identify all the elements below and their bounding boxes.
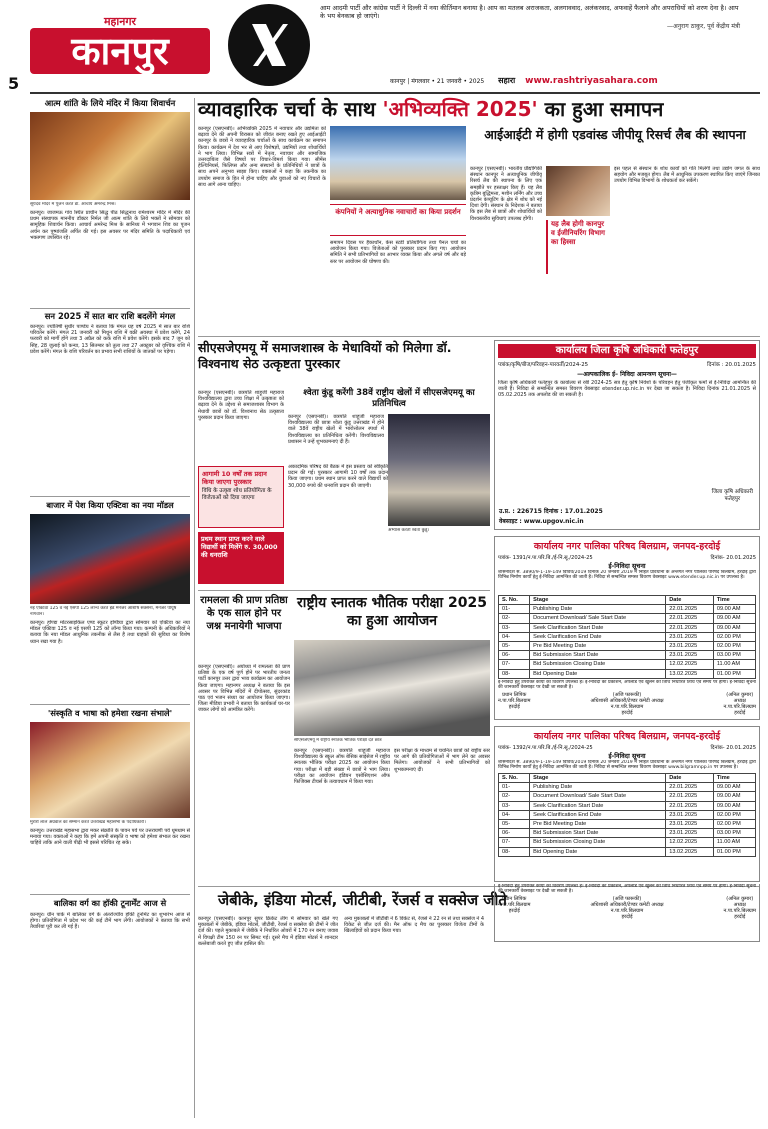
signature-block [590, 896, 663, 920]
table-cell: 05- [499, 819, 530, 828]
iit-text: कानपुर (एसएनबी)। भारतीय प्रौद्योगिकी संस्थान कानपुर ने अत्याधुनिक जीपीयू रिसर्च लैब की स्थापना के लिए एक समझौते पर हस्ताक्षर किए हैं। यह लैब कृत्रिम बुद्धिमत्ता, मशीन लर्निंग और उच्च प्रदर्शन कंप्यूटिंग के क्षेत्र में शोध को नई दिशा देगी। संस्थान के निदेशक ने बताया कि इस लैब से छात्रों और शोधार्थियों को विश्वस्तरीय सुविधाएं उपलब्ध होंगी। [470, 166, 542, 222]
tender-b2-rows [499, 783, 756, 857]
tender-b2-title: ई-निविदा सूचना [608, 752, 646, 760]
signature-line: अध्यक्ष [733, 902, 746, 908]
table-cell: 22.01.2025 [666, 792, 714, 801]
table-cell: 11.00 AM [713, 838, 755, 847]
table-cell: 05- [499, 641, 530, 650]
table-cell: 23.01.2025 [666, 641, 714, 650]
sports-text-2: अन्य मुकाबलों में जीटीबी ने 6 विकेट से, रेंजर्स ने 22 रन से तथा सक्सेज ने 4 विकेट से जीत दर्ज की। मैन ऑफ द मैच का पुरस्कार विजेता टीमों के खिलाड़ियों को प्रदान किया गया। [344, 916, 484, 935]
iit-pullquote: यह लैब होगी कानपुर व ईजीनियरिंग विभाग का हिस्सा [546, 220, 610, 274]
signature-line: प्रधान लिपिक [502, 691, 527, 698]
tender-b2-footer: ई-निविदा हेतु उपरोक्त कार्यों का विवरण उपलब्ध है। ई-निविदा का प्रकाशन, अपलोड एवं खुलने की तिथि निर्धारित तिथि एवं समय पर होगी। ई-निविदा सूचना की जानकारी वेबसाइट पर देखी जा सकती है। [498, 884, 756, 895]
table-cell: 22.01.2025 [666, 783, 714, 792]
table-cell: 23.01.2025 [666, 651, 714, 660]
table-row [499, 810, 756, 819]
table-cell: 22.01.2025 [666, 801, 714, 810]
story4-caption: मुरारी लाल अग्रवाल का सम्मान करते उत्तराखंड महासभा के पदाधिकारी। [30, 820, 146, 825]
tender-agri-upsa: उ.प्र. : 226715 दिनांक : 17.01.2025 [499, 508, 603, 515]
felicitation-photo [30, 722, 190, 818]
tender-b2-schedule: S. No. Stage Date Time 01- Publishing Date 22.01.2025 09.00 AM 02- Document Download/ Sale Start Date 22.01.2025 09.00 AM 03- Seek Clarification Start Date 22.01.2025 09.00 AM 04- Seek Clarification End Date 23.01.2025 02.00 PM 05- Pre Bid Meeting Date 23.01.2025 02.00 PM 06- Bid Submission Start Date 23.01.2025 03.00 PM 07- Bid Submission Closing Date 12.02.2025 11.00 AM 08- Bid Opening Date 13.02.2025 01.00 PM [498, 773, 756, 857]
signature-line: (अनिल कुमार) [726, 691, 754, 698]
table-cell: 12.02.2025 [666, 838, 714, 847]
weightlift-caption: अभ्यास करती श्वेता कुंडू। [388, 528, 430, 533]
signature-line: हरदोई [621, 914, 633, 920]
table-cell: 08- [499, 847, 530, 856]
signature-line: न.पा.परि.बिलग्राम [610, 908, 644, 914]
physics-text-2: इस परीक्षा के माध्यम से चयनित छात्रों को राष्ट्रीय स्तर पर आगे की प्रतियोगिताओं में भाग लेने का अवसर मिलेगा। आयोजकों ने सभी प्रतिभागियों को शुभकामनाएं दीं। [394, 748, 490, 773]
table-cell: 01- [499, 783, 530, 792]
table-cell: 01.00 PM [713, 669, 755, 678]
city-logo [8, 14, 210, 96]
signature-block [498, 896, 531, 920]
story5-heading: बालिका वर्ग का हॉकी टूनार्मेंट आज से [53, 898, 167, 908]
award-text-2: अकादमिक परिषद की बैठक में इस प्रस्ताव को स्वीकृति प्रदान की गई। पुरस्कार आगामी 10 वर्षों तक प्रदान किया जाएगा। प्रथम स्थान प्राप्त करने वाले विद्यार्थी को 30,000 रुपये की धनराशि प्रदान की जाएगी। [288, 464, 388, 489]
dateline [390, 74, 750, 88]
table-cell: 06- [499, 651, 530, 660]
tender-b1-date: दिनांक- 20.01.2025 [710, 555, 756, 561]
signature-line: अधिशासी अधिकारी/टेण्डर कमेटी अध्यक्ष [590, 902, 664, 908]
table-row [499, 641, 756, 650]
tender-bilgram-1 [494, 536, 760, 720]
left-column [30, 96, 190, 1121]
signature-block [498, 692, 531, 716]
main-headline-highlight: 'अभिव्यक्ति 2025' [382, 97, 538, 121]
table-cell: 03- [499, 623, 530, 632]
signature-block [723, 692, 756, 716]
table-cell: Document Download/ Sale Start Date [530, 614, 666, 623]
weightlift-text: कानपुर (एसएनबी)। छत्रपति शाहूजी महाराज विश्वविद्यालय की छात्रा श्वेता कुंडू उत्तराखंड में होने वाले 38वें राष्ट्रीय खेलों में भारोत्तोलन स्पर्धा में विश्वविद्यालय का प्रतिनिधित्व करेंगी। विश्वविद्यालय प्रशासन ने उन्हें शुभकामनाएं दी हैं। [288, 414, 384, 445]
top-quote: आम आदमी पार्टी और कांग्रेस पार्टी ने दिल्ली में नया कीर्तिमान बनाया है। आप का मतलब अराजकता, अलगाववाद, अलंकरवाद, अफवाहें फैलाने और अपराधियों को शरण देना है। आप के भय बेनकाब हो जाएंगे। —अनुराग ठाकुर, पूर्व केंद्रीय मंत्री [320, 4, 740, 31]
table-cell: 23.01.2025 [666, 810, 714, 819]
tender-b2-intro: शासनादेश सं. 3890/9-1-19-149 विविध/2019 दिनांक 20 जनवरी 2019 में निहित प्रावधानों के अन्तर्गत नगर पालिका परिषद बिलग्राम, हरदोई द्वारा विभिन्न निर्माण कार्यों हेतु ई-निविदा आमन्त्रित की जाती है। निविदा से सम्बन्धित समस्त विवरण वेबसाइट www.bilgramnpp.in पर उपलब्ध है। [498, 760, 756, 771]
table-cell: 09.00 AM [713, 801, 755, 810]
signature-line: अध्यक्ष [733, 697, 746, 704]
table-cell: 13.02.2025 [666, 847, 714, 856]
signature-block [723, 896, 756, 920]
signature-line: अधिशासी अधिकारी/टेण्डर कमेटी अध्यक्ष [590, 697, 664, 704]
page-number: 5 [8, 74, 20, 93]
table-cell: 02.00 PM [713, 819, 755, 828]
table-cell: 06- [499, 829, 530, 838]
story4-heading: 'संस्कृति व भाषा को हमेशा रखना संभाले' [47, 708, 173, 718]
physics-caption: सीएसजेएमयू में राष्ट्रीय स्नातक भौतिक परीक्षा देते छात्र [294, 738, 382, 743]
table-cell: 23.01.2025 [666, 829, 714, 838]
table-cell: Bid Opening Date [530, 669, 666, 678]
tender-b1-intro: शासनादेश सं. 3890/9-1-19-149 विविध/2019 दिनांक 20 जनवरी 2019 में निहित प्रावधानों के अन्तर्गत नगर पालिका परिषद बिलग्राम, हरदोई द्वारा विभिन्न निर्माण कार्यों हेतु ई-निविदा आमन्त्रित की जाती है। निविदा से सम्बन्धित समस्त विवरण वेबसाइट www.etender.up.nic.in पर उपलब्ध है। [498, 570, 756, 581]
tender-b1-ref: पत्रांक- 1391/न.पा.परि.बि./ई-नि.सू./2024-25 [498, 555, 593, 561]
table-cell: Document Download/ Sale Start Date [530, 792, 666, 801]
table-row [499, 801, 756, 810]
signature-line: हरदोई [734, 709, 746, 716]
tender-b2-ref: पत्रांक- 1392/न.पा.परि.बि./ई-नि.सू./2024-25 [498, 745, 593, 751]
tender-b1-title: ई-निविदा सूचना [608, 562, 646, 570]
main-story-photo [330, 126, 466, 200]
physics-heading: राष्ट्रीय स्नातक भौतिक परीक्षा 2025 का हुआ आयोजन [296, 595, 487, 629]
table-cell: Bid Submission Closing Date [530, 660, 666, 669]
table-cell: Pre Bid Meeting Date [530, 641, 666, 650]
table-cell: 04- [499, 632, 530, 641]
table-cell: 09.00 AM [713, 623, 755, 632]
tender-b2-signatures [498, 896, 756, 920]
sports-heading: जेबीके, इंडिया मोटर्स, जीटीबी, रेंजर्स व सक्सेज जीते [218, 891, 507, 909]
story3-heading: बाजार में पेश किया एक्टिवा का नया मॉडल [46, 500, 174, 510]
table-cell: 09.00 AM [713, 605, 755, 614]
signature-block [590, 692, 663, 716]
signature-line: हरदोई [621, 709, 633, 716]
tender-b1-footer: ई-निविदा हेतु उपरोक्त कार्यों का विवरण उपलब्ध है। ई-निविदा का प्रकाशन, अपलोड एवं खुलने की तिथि निर्धारित तिथि एवं समय पर होगी। ई-निविदा सूचना की जानकारी वेबसाइट पर देखी जा सकती है। [498, 679, 756, 690]
tender-b1-rows [499, 605, 756, 679]
table-cell: 12.02.2025 [666, 660, 714, 669]
date-text: कानपुर | मंगलवार • 21 जनवरी • 2025 [390, 78, 485, 85]
weightlift-story [288, 388, 490, 588]
table-row [499, 829, 756, 838]
table-row [499, 660, 756, 669]
iit-heading: आईआईटी में होगी एडवांस्ड जीपीयू रिसर्च लैब की स्थापना [484, 127, 746, 142]
x-logo-icon [228, 4, 310, 86]
signature-line: (अजि फारूकी) [612, 691, 642, 698]
table-cell: 09.00 AM [713, 792, 755, 801]
main-story-text: कानपुर (एसएनबी)। अभिव्यक्ति 2025 में नवाचार और उद्यमिता को बढ़ावा देने की अपनी विरासत को जीवंत बनाए रखते हुए आईआईटी कानपुर के छात्रों ने व्यावहारिक चर्चाओं के साथ कार्यक्रम का समापन किया। कार्यक्रम में देश भर से आए विशेषज्ञों, उद्यमियों तथा शोधार्थियों ने भाग लिया। विभिन्न सत्रों में नेतृत्व, नवाचार और सामाजिक उत्तरदायित्व जैसे विषयों पर विचार-विमर्श किया गया। सीमेंस हेल्थिनियर्स, फिलिप्स और अन्य संस्थानों के प्रतिनिधियों ने छात्रों के साथ अपने अनुभव साझा किए। वक्ताओं ने कहा कि तकनीक का उपयोग समाज के हित में होना चाहिए और युवाओं को नए विचारों के साथ आगे आना चाहिए। [198, 126, 326, 188]
website-link[interactable]: www.rashtriyasahara.com [525, 76, 658, 86]
table-cell: 22.01.2025 [666, 605, 714, 614]
tender-b1-office: कार्यालय नगर पालिका परिषद बिलग्राम, जनपद-हरदोई [533, 541, 721, 552]
table-cell: 03.00 PM [713, 651, 755, 660]
table-cell: 07- [499, 660, 530, 669]
tender-agri-date: दिनांक : 20.01.2025 [707, 362, 756, 368]
iit-photo [546, 166, 610, 216]
table-row [499, 623, 756, 632]
award-heading: सीएसजेएमयू में समाजशास्त्र के मेधावियों को मिलेगा डॉ. विश्वनाथ सेठ उत्कृष्टता पुरस्कार [198, 340, 452, 371]
masthead [0, 0, 768, 96]
signature-line: न.पा.परि.बिलग्राम [610, 703, 644, 710]
table-row [499, 614, 756, 623]
table-row [499, 847, 756, 856]
main-pullquote: कंपनियों ने अत्याधुनिक नवाचारों का किया प्रदर्शन [330, 204, 466, 236]
ram-heading: रामलला की प्राण प्रतिष्ठा के एक साल होने पर जश्न मनायेगी भाजपा [200, 595, 288, 632]
table-cell: 03.00 PM [713, 829, 755, 838]
signature-line: (अजि फारूकी) [612, 896, 642, 902]
table-cell: 09.00 AM [713, 783, 755, 792]
table-cell: 08- [499, 669, 530, 678]
table-cell: 02.00 PM [713, 641, 755, 650]
ram-text: कानपुर (एसएनबी)। अयोध्या में रामलला की प्राण प्रतिष्ठा के एक वर्ष पूर्ण होने पर भारतीय जनता पार्टी कानपुर उत्तर द्वारा भव्य कार्यक्रम का आयोजन किया जाएगा। महानगर अध्यक्ष ने बताया कि इस अवसर पर विभिन्न मंदिरों में दीपोत्सव, सुंदरकांड पाठ एवं भजन संध्या का आयोजन किया जाएगा। जिला मीडिया प्रभारी ने बताया कि कार्यकर्ता घर-घर जाकर लोगों को आमंत्रित करेंगे। [198, 664, 290, 714]
scooter-launch-photo [30, 514, 190, 604]
signature-line: (अनिल कुमार) [726, 896, 754, 902]
exam-hall-photo [294, 640, 490, 736]
table-cell: 02- [499, 792, 530, 801]
story5-text: कानपुर। ग्रीन पार्क में बालिका वर्ग के अंतर्राज्यीय हॉकी टूर्नामेंट का शुभारंभ आज से होगा। प्रतियोगिता में प्रदेश भर की कई टीमें भाग लेंगी। आयोजकों ने बताया कि सभी तैयारियां पूरी कर ली गई हैं। [30, 912, 190, 931]
tender-agri-ref: पत्रांक/कृषि/बीज/परिवहन-पारवर्ती/2024-25 [498, 362, 589, 368]
tender-agri-sign: जिला कृषि अधिकारी फतेहपुर [711, 489, 753, 502]
main-story-text-2: समापन दिवस पर हैकाथॉन, केस स्टडी प्रतियोगिता तथा पैनल चर्चा का आयोजन किया गया। विजेताओं को पुरस्कार प्रदान किए गए। आयोजन समिति ने सभी प्रतिभागियों का आभार व्यक्त किया और अगले वर्ष और बड़े स्तर पर आयोजन की घोषणा की। [330, 240, 466, 265]
story3-caption: नई एक्टिवा 125 व नई एसपी 125 लान्च करते हेड मैनेजर आशीष सक्सेना, मैनेजर पीयूष नागवान। [30, 606, 177, 617]
table-cell: Seek Clarification Start Date [530, 623, 666, 632]
story2-heading: सन 2025 में सात बार राशि बदलेंगे मंगल [44, 311, 176, 321]
table-cell: 23.01.2025 [666, 632, 714, 641]
tender-b2-date: दिनांक- 20.01.2025 [710, 745, 756, 751]
table-row [499, 651, 756, 660]
tender-bilgram-2 [494, 726, 760, 882]
city-name: कानपुर [30, 28, 210, 74]
table-cell: 11.00 AM [713, 660, 755, 669]
table-cell: 23.01.2025 [666, 819, 714, 828]
story2-text: कानपुर। ज्योतिषी सुधीर पाण्डेय ने बताया कि मंगल ग्रह वर्ष 2025 में सात बार राशि परिवर्तन करेंगे। मंगल 21 जनवरी को मिथुन राशि में वक्री अवस्था में प्रवेश करेंगे, 24 फरवरी को मार्गी होंगे तथा 3 अप्रैल को कर्क राशि में प्रवेश करेंगे। इसके बाद 7 जून को सिंह, 28 जुलाई को कन्या, 13 सितम्बर को तुला तथा 27 अक्टूबर को वृश्चिक राशि में प्रवेश करेंगे। मंगल के राशि परिवर्तन का प्रभाव सभी राशियों के जातकों पर पड़ेगा। [30, 324, 190, 355]
table-cell: Bid Submission Closing Date [530, 838, 666, 847]
table-cell: Publishing Date [530, 605, 666, 614]
table-cell: 02.00 PM [713, 810, 755, 819]
table-row [499, 669, 756, 678]
award-text: कानपुर (एसएनबी)। छत्रपति शाहूजी महाराज विश्वविद्यालय द्वारा उच्च शिक्षा में उत्कृष्टता को बढ़ावा देने के उद्देश्य से समाजशास्त्र विभाग के मेधावी छात्रों को डॉ. विश्वनाथ सेठ उत्कृष्टता पुरस्कार प्रदान किया जाएगा। [198, 390, 284, 421]
table-cell: Bid Submission Start Date [530, 651, 666, 660]
brand-logo: सहारा [498, 76, 516, 85]
table-cell: 13.02.2025 [666, 669, 714, 678]
story3-text: कानपुर। होण्डा मोटरसाइकिल एण्ड स्कूटर इण्डिया द्वारा सोमवार को एक्टिवा का नया मॉडल एक्टिवा 125 व नई एसपी 125 को लॉन्च किया गया। कम्पनी के अधिकारियों ने बताया कि नया मॉडल आधुनिक तकनीक से लैस है तथा ग्राहकों की सुविधा का विशेष ध्यान रखा गया है। [30, 620, 190, 645]
table-cell: Bid Submission Start Date [530, 829, 666, 838]
prize-box: प्रथम स्थान प्राप्त करने वाले विद्यार्थी को मिलेंगे रु. 30,000 की धनराशि [198, 532, 284, 584]
signature-line: न.पा.परि.बिलग्राम [498, 697, 531, 704]
weightlifter-photo [388, 414, 490, 526]
table-row [499, 605, 756, 614]
table-row [499, 819, 756, 828]
tender-agri-title: —अल्पकालिक ई– निविदा आमन्त्रण सूचना— [577, 371, 677, 378]
iit-story [470, 126, 760, 334]
table-row [499, 792, 756, 801]
tender-agri [494, 340, 760, 530]
tender-agri-text: जिला कृषि अधिकारी फतेहपुर के कार्यालय से रबी 2024-25 सत्र हेतु कृषि निवेशों के परिवहन हेतु पंजीकृत फर्मों से ई-निविदा आमन्त्रित की जाती है। निविदा से सम्बन्धित समस्त विवरण वेबसाइट etender.up.nic.in पर देखा जा सकता है। निविदा दिनांक 21.01.2025 से 05.02.2025 तक अपलोड की जा सकती है। [498, 380, 756, 399]
signature-line: न.पा.परि.बिलग्राम [498, 902, 531, 908]
award-box: आगामी 10 वर्षों तक प्रदान किया जाएगा पुरस्कार विधि के उत्कृष्ट शोध प्रतियोगिता के विजेताओं को दिया जाएगा [198, 466, 284, 528]
signature-line: न.पा.परि.बिलग्राम [723, 908, 756, 914]
signature-line: हरदोई [508, 908, 520, 914]
signature-line: हरदोई [508, 703, 520, 710]
table-cell: 09.00 AM [713, 614, 755, 623]
table-cell: 02- [499, 614, 530, 623]
story1-text: कानपुर। जाजमऊ गांव स्थित प्राचीन सिद्ध पीठ सिद्धनाथ रामेश्वरम मंदिर में मंदिर की प्रथम संस्थापक माननीय डॉक्टर निर्मल जी आत्म शांति के लिये भक्तों ने सोमवार को सामूहिक शिवार्चन किया। आचार्य अमरेन्द्र मिश्र के सानिध्य में भगवान शिव का पूजन अर्चन कर पुष्पांजलि अर्पित की गई। इस अवसर पर मंदिर समिति के पदाधिकारी एवं भक्तगण उपस्थित रहे। [30, 210, 190, 241]
table-row [499, 632, 756, 641]
table-row [499, 838, 756, 847]
signature-line: न.पा.परि.बिलग्राम [723, 703, 756, 710]
table-cell: 01- [499, 605, 530, 614]
story4-text: कानपुर। उत्तराखंड महासभा द्वारा मकर संक्रांति के पावन पर्व पर उत्तरायणी पर्व धूमधाम से मनाया गया। वक्ताओं ने कहा कि हमें अपनी संस्कृति व भाषा को हमेशा संभाल कर रखना चाहिये ताकि आने वाली पीढ़ी भी इससे परिचित रह सके। [30, 828, 190, 847]
signature-line: प्रधान लिपिक [502, 896, 527, 902]
physics-text: कानपुर (एसएनबी)। छत्रपति शाहूजी महाराज विश्वविद्यालय के स्कूल ऑफ बेसिक साइंसेज में राष्ट्रीय स्नातक भौतिक परीक्षा 2025 का आयोजन किया गया। परीक्षा में बड़ी संख्या में छात्रों ने भाग लिया। परीक्षा का आयोजन इंडियन एसोसिएशन ऑफ फिजिक्स टीचर्स के तत्वावधान में किया गया। [294, 748, 390, 786]
tender-b1-schedule: S. No. Stage Date Time 01- Publishing Date 22.01.2025 09.00 AM 02- Document Download/ Sale Start Date 22.01.2025 09.00 AM 03- Seek Clarification Start Date 22.01.2025 09.00 AM 04- Seek Clarification End Date 23.01.2025 02.00 PM 05- Pre Bid Meeting Date 23.01.2025 02.00 PM 06- Bid Submission Start Date 23.01.2025 03.00 PM 07- Bid Submission Closing Date 12.02.2025 11.00 AM 08- Bid Opening Date 13.02.2025 01.00 PM [498, 595, 756, 679]
table-cell: Seek Clarification Start Date [530, 801, 666, 810]
main-headline: व्यावहारिक चर्चा के साथ 'अभिव्यक्ति 2025' का हुआ समापन [198, 97, 664, 121]
story1-caption: सूर्यदेव मंदिर में पूजन करते डॉ. आचार्य अमरेन्द्र मिश्र। [30, 202, 116, 207]
table-cell: 04- [499, 810, 530, 819]
tender-bilgram-2-footer [494, 884, 760, 942]
iit-text-2: इस पहल से संस्थान के शोध कार्यों को गति मिलेगी तथा उद्योग जगत के साथ सहयोग और मजबूत होगा। लैब में आधुनिक उपकरण स्थापित किए जाएंगे जिनका उपयोग विभिन्न विभागों के शोधकर्ता कर सकेंगे। [614, 166, 760, 185]
table-cell: Seek Clarification End Date [530, 810, 666, 819]
table-cell: 22.01.2025 [666, 623, 714, 632]
tender-b2-office: कार्यालय नगर पालिका परिषद बिलग्राम, जनपद-हरदोई [533, 731, 721, 742]
tender-b1-signatures [498, 692, 756, 716]
table-cell: 07- [499, 838, 530, 847]
signature-line: हरदोई [734, 914, 746, 920]
table-cell: Pre Bid Meeting Date [530, 819, 666, 828]
table-cell: 22.01.2025 [666, 614, 714, 623]
temple-photo [30, 112, 190, 200]
tender-agri-website[interactable]: वेबसाइट : www.upgov.nic.in [499, 518, 584, 525]
table-cell: Bid Opening Date [530, 847, 666, 856]
weightlift-heading: श्वेता कुंडू करेंगी 38वें राष्ट्रीय खेलों में सीएसजेएमयू का प्रतिनिधित्व [303, 388, 475, 409]
table-cell: 03- [499, 801, 530, 810]
table-cell: 02.00 PM [713, 632, 755, 641]
tender-agri-office: कार्यालय जिला कृषि अधिकारी फतेहपुर [498, 344, 756, 358]
table-row [499, 783, 756, 792]
table-cell: Publishing Date [530, 783, 666, 792]
table-cell: Seek Clarification End Date [530, 632, 666, 641]
sports-text: कानपुर (एसएनबी)। कानपुर सुपर क्रिकेट लीग में सोमवार को खेले गए मुकाबलों में जेबीके, इंडिया मोटर्स, जीटीबी, रेंजर्स व सक्सेज की टीमों ने जीत दर्ज की। पहले मुकाबले में जेबीके ने निर्धारित ओवरों में 170 रन बनाए जवाब में विपक्षी टीम 150 रन पर सिमट गई। दूसरे मैच में इंडिया मोटर्स ने शानदार बल्लेबाजी करते हुए जीत हासिल की। [198, 916, 338, 947]
edition-label: महानगर [103, 15, 137, 28]
table-cell: 01.00 PM [713, 847, 755, 856]
story1-heading: आत्म शांति के लिये मंदिर में किया शिवार्चन [44, 98, 176, 108]
